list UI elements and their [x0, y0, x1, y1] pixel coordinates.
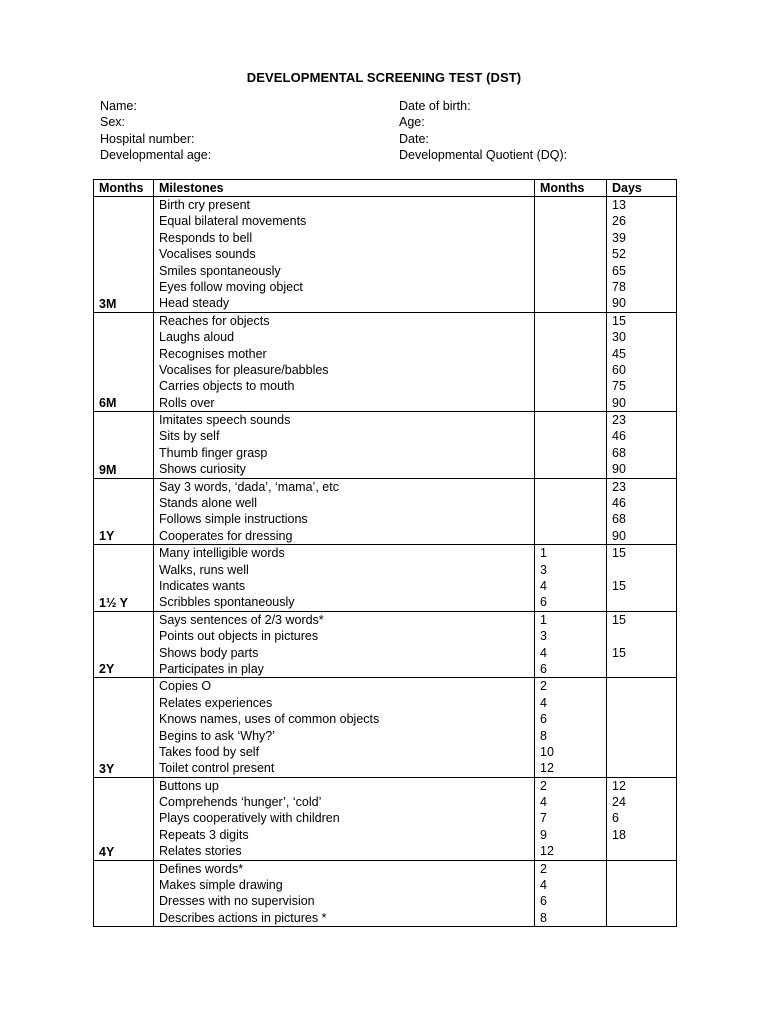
months-value — [540, 428, 606, 444]
date-of-birth-label: Date of birth: — [399, 99, 471, 113]
days-value: 90 — [612, 395, 626, 410]
months-value: 4 — [540, 645, 547, 660]
days-value: 68 — [612, 512, 626, 527]
table-row — [94, 678, 677, 777]
milestone-cell — [154, 197, 535, 313]
milestone-item: Toilet control present — [159, 761, 275, 776]
months-value — [540, 395, 606, 411]
months-value — [540, 329, 606, 345]
milestone-cell — [154, 777, 535, 860]
age-group-cell: 3M — [94, 197, 154, 313]
months-value — [540, 528, 606, 544]
months-value — [540, 479, 606, 495]
months-value — [540, 313, 606, 329]
days-value — [612, 628, 676, 644]
milestone-cell — [154, 678, 535, 777]
milestone-item: Follows simple instructions — [159, 512, 308, 527]
days-value: 15 — [612, 578, 626, 593]
milestone-item: Responds to bell — [159, 230, 253, 245]
days-cell — [607, 860, 677, 927]
milestone-item: Carries objects to mouth — [159, 379, 295, 394]
milestone-item: Vocalises sounds — [159, 247, 256, 262]
months-value: 4 — [540, 695, 547, 710]
milestone-item: Recognises mother — [159, 346, 267, 361]
milestone-item: Defines words* — [159, 861, 244, 876]
milestone-item: Plays cooperatively with children — [159, 811, 340, 826]
months-value: 3 — [540, 562, 547, 577]
days-value — [612, 744, 676, 760]
header-days: Days — [607, 180, 677, 197]
header-months: Months — [535, 180, 607, 197]
milestone-cell — [154, 611, 535, 678]
page-title: DEVELOPMENTAL SCREENING TEST (DST) — [246, 70, 522, 85]
days-value: 52 — [612, 247, 626, 262]
days-cell — [607, 545, 677, 612]
milestone-item: Smiles spontaneously — [159, 263, 281, 278]
months-value: 7 — [540, 811, 547, 826]
table-row — [94, 777, 677, 860]
patient-info-right — [399, 98, 567, 163]
age-group-cell: 2Y — [94, 611, 154, 678]
milestone-item: Head steady — [159, 296, 230, 311]
months-value — [540, 412, 606, 428]
months-value: 2 — [540, 679, 547, 694]
milestone-cell — [154, 478, 535, 545]
days-value: 90 — [612, 528, 626, 543]
age-group-cell: 1Y — [94, 478, 154, 545]
days-value — [612, 910, 676, 926]
days-value — [612, 760, 676, 776]
days-value: 68 — [612, 445, 626, 460]
days-value — [612, 843, 676, 859]
days-cell — [607, 678, 677, 777]
days-value: 90 — [612, 462, 626, 477]
days-value: 60 — [612, 362, 626, 377]
days-cell — [607, 777, 677, 860]
days-value — [612, 861, 676, 877]
days-cell — [607, 312, 677, 411]
days-value: 15 — [612, 546, 626, 561]
age-group-cell: 4Y — [94, 777, 154, 860]
months-value — [540, 213, 606, 229]
months-value: 4 — [540, 878, 547, 893]
days-value — [612, 562, 676, 578]
months-cell — [535, 312, 607, 411]
milestone-cell — [154, 412, 535, 479]
milestone-item: Scribbles spontaneously — [159, 595, 295, 610]
months-value: 4 — [540, 795, 547, 810]
months-value — [540, 511, 606, 527]
milestone-item: Relates experiences — [159, 695, 273, 710]
milestone-item: Birth cry present — [159, 198, 251, 212]
days-value — [612, 893, 676, 909]
milestone-table — [93, 179, 677, 927]
days-value: 46 — [612, 429, 626, 444]
days-value: 23 — [612, 479, 626, 494]
table-row — [94, 478, 677, 545]
age-label: Age: — [399, 115, 425, 130]
months-value: 1 — [540, 546, 547, 561]
patient-info-left — [100, 98, 211, 163]
days-value: 23 — [612, 413, 626, 428]
days-cell — [607, 478, 677, 545]
days-value: 6 — [612, 811, 619, 826]
dq-label: Developmental Quotient (DQ): — [399, 147, 568, 162]
months-value: 10 — [540, 744, 554, 759]
milestone-item: Say 3 words, ‘dada’, ‘mama’, etc — [159, 479, 339, 494]
months-value — [540, 362, 606, 378]
milestone-item: Stands alone well — [159, 496, 257, 511]
days-value: 90 — [612, 296, 626, 311]
milestone-item: Laughs aloud — [159, 330, 235, 345]
days-value: 15 — [612, 612, 626, 627]
days-value: 78 — [612, 279, 626, 294]
months-value: 8 — [540, 910, 547, 925]
days-value: 39 — [612, 230, 626, 245]
days-value: 26 — [612, 214, 626, 229]
milestone-item: Walks, runs well — [159, 562, 249, 577]
header-age-months: Months — [94, 180, 154, 197]
months-value: 9 — [540, 827, 547, 842]
milestone-item: Participates in play — [159, 661, 264, 676]
months-value — [540, 461, 606, 477]
milestone-item: Repeats 3 digits — [159, 827, 249, 842]
milestone-cell — [154, 545, 535, 612]
months-value — [540, 346, 606, 362]
months-cell — [535, 545, 607, 612]
months-cell — [535, 777, 607, 860]
milestone-item: Equal bilateral movements — [159, 214, 307, 229]
milestone-item: Begins to ask ‘Why?’ — [159, 728, 276, 743]
milestone-item: Thumb finger grasp — [159, 445, 268, 460]
milestone-item: Vocalises for pleasure/babbles — [159, 362, 329, 377]
milestone-item: Many intelligible words — [159, 546, 285, 561]
days-value — [612, 678, 676, 694]
days-value — [612, 661, 676, 677]
days-value: 30 — [612, 330, 626, 345]
name-label: Name: — [100, 99, 137, 113]
days-value: 15 — [612, 313, 626, 328]
milestone-item: Shows body parts — [159, 645, 259, 660]
days-value: 12 — [612, 778, 626, 793]
milestone-item: Eyes follow moving object — [159, 279, 303, 294]
milestone-item: Copies O — [159, 679, 212, 694]
months-value: 4 — [540, 578, 547, 593]
months-value — [540, 378, 606, 394]
months-cell — [535, 478, 607, 545]
milestone-item: Relates stories — [159, 844, 242, 859]
months-value: 6 — [540, 595, 547, 610]
milestone-item: Points out objects in pictures — [159, 629, 319, 644]
days-value: 46 — [612, 496, 626, 511]
days-value — [612, 877, 676, 893]
developmental-age-label: Developmental age: — [100, 147, 212, 162]
days-value: 13 — [612, 198, 626, 212]
age-group-cell: 1½ Y — [94, 545, 154, 612]
days-value: 18 — [612, 827, 626, 842]
age-group-cell: 6M — [94, 312, 154, 411]
table-row — [94, 412, 677, 479]
header-milestones: Milestones — [154, 180, 535, 197]
days-value — [612, 594, 676, 610]
months-cell — [535, 860, 607, 927]
days-value — [612, 728, 676, 744]
months-value — [540, 295, 606, 311]
milestone-item: Says sentences of 2/3 words* — [159, 612, 324, 627]
months-value: 12 — [540, 761, 554, 776]
months-value: 8 — [540, 728, 547, 743]
milestone-item: Indicates wants — [159, 578, 246, 593]
months-value — [540, 197, 606, 213]
table-row — [94, 197, 677, 313]
months-value: 6 — [540, 894, 547, 909]
months-value — [540, 445, 606, 461]
months-value — [540, 495, 606, 511]
days-value: 15 — [612, 645, 626, 660]
months-value: 1 — [540, 612, 547, 627]
milestone-item: Comprehends ‘hunger’, ‘cold’ — [159, 795, 322, 810]
age-group-cell — [94, 860, 154, 927]
milestone-item: Buttons up — [159, 778, 219, 793]
table-row — [94, 545, 677, 612]
milestone-item: Takes food by self — [159, 744, 260, 759]
months-value: 2 — [540, 778, 547, 793]
months-value: 2 — [540, 861, 547, 876]
milestone-item: Describes actions in pictures * — [159, 910, 327, 925]
months-cell — [535, 412, 607, 479]
days-cell — [607, 412, 677, 479]
milestone-item: Dresses with no supervision — [159, 894, 315, 909]
days-value: 24 — [612, 795, 626, 810]
months-value — [540, 246, 606, 262]
months-value — [540, 230, 606, 246]
days-value — [612, 695, 676, 711]
months-cell — [535, 611, 607, 678]
months-cell — [535, 197, 607, 313]
days-value: 65 — [612, 263, 626, 278]
milestone-item: Rolls over — [159, 395, 215, 410]
months-value: 12 — [540, 844, 554, 859]
milestone-item: Cooperates for dressing — [159, 528, 293, 543]
milestone-item: Knows names, uses of common objects — [159, 712, 380, 727]
months-cell — [535, 678, 607, 777]
age-group-cell: 3Y — [94, 678, 154, 777]
date-label: Date: — [399, 131, 429, 146]
milestone-cell — [154, 312, 535, 411]
months-value: 6 — [540, 712, 547, 727]
milestone-cell — [154, 860, 535, 927]
table-header-row — [94, 180, 677, 197]
days-value: 75 — [612, 379, 626, 394]
days-value — [612, 711, 676, 727]
table-row — [94, 611, 677, 678]
hospital-number-label: Hospital number: — [100, 131, 195, 146]
sex-label: Sex: — [100, 115, 126, 130]
months-value — [540, 263, 606, 279]
months-value — [540, 279, 606, 295]
table-row — [94, 312, 677, 411]
milestone-item: Makes simple drawing — [159, 878, 283, 893]
months-value: 6 — [540, 661, 547, 676]
days-value: 45 — [612, 346, 626, 361]
months-value: 3 — [540, 629, 547, 644]
days-cell — [607, 197, 677, 313]
age-group-cell: 9M — [94, 412, 154, 479]
milestone-item: Sits by self — [159, 429, 220, 444]
milestone-item: Imitates speech sounds — [159, 413, 291, 428]
milestone-item: Shows curiosity — [159, 462, 246, 477]
table-row — [94, 860, 677, 927]
milestone-item: Reaches for objects — [159, 313, 270, 328]
days-cell — [607, 611, 677, 678]
